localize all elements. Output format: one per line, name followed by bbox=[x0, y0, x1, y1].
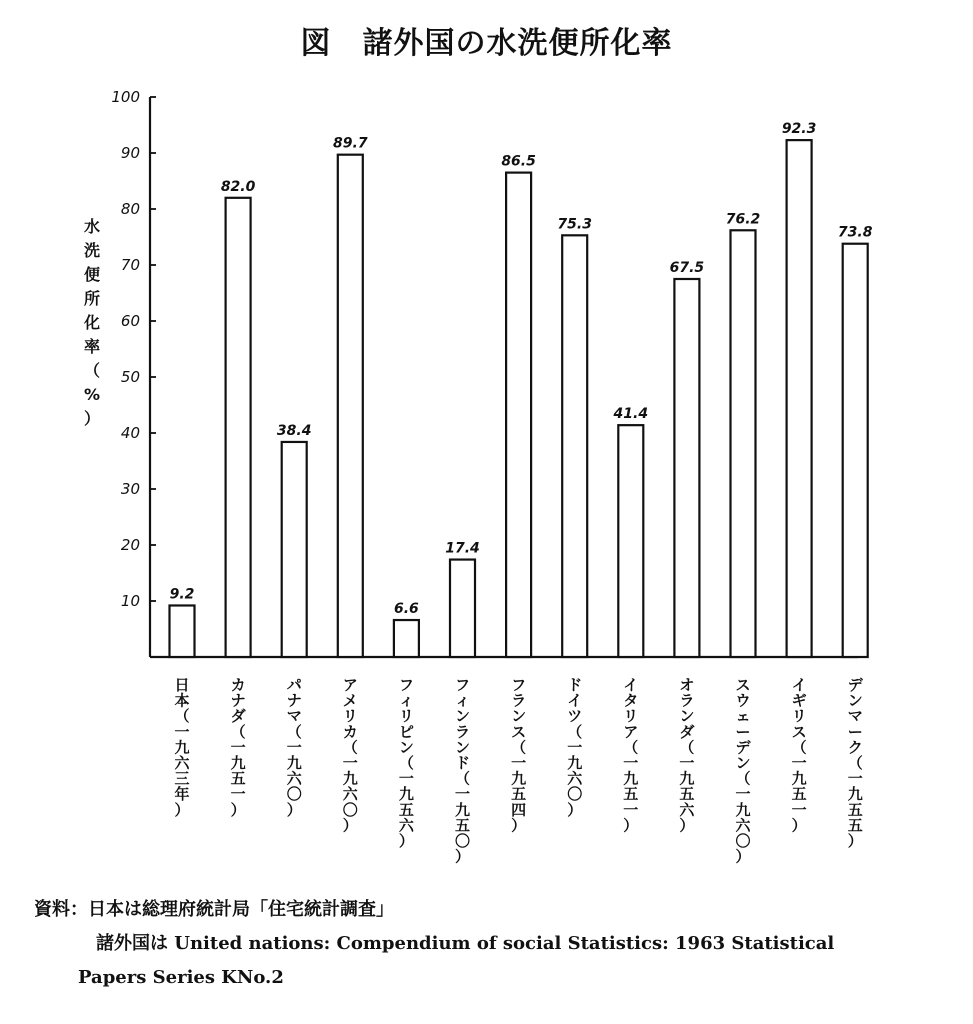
category-label: フィリピン（一九五六） bbox=[398, 676, 414, 850]
value-label: 17.4 bbox=[445, 540, 480, 557]
category-label: カナダ（一九五一） bbox=[230, 676, 246, 819]
category-label: アメリカ（一九六〇） bbox=[342, 676, 358, 835]
y-axis-label bbox=[83, 217, 100, 428]
bar bbox=[731, 230, 756, 657]
source-note bbox=[34, 893, 954, 995]
y-tick-label: 20 bbox=[120, 536, 140, 554]
source-line: 資料：日本は総理府統計局「住宅統計調査」 bbox=[34, 899, 394, 920]
bar bbox=[674, 279, 699, 657]
y-tick-label: 60 bbox=[120, 312, 140, 330]
bar bbox=[394, 620, 419, 657]
chart-title: 図 諸外国の水洗便所化率 bbox=[300, 26, 673, 61]
y-tick-label: 30 bbox=[120, 480, 140, 498]
bar bbox=[170, 605, 195, 657]
category-label: オランダ（一九五六） bbox=[679, 676, 695, 835]
category-label: フィンランド（一九五〇） bbox=[454, 676, 471, 866]
value-label: 73.8 bbox=[837, 224, 873, 241]
bars bbox=[170, 140, 868, 657]
source-line: Papers Series KNo.2 bbox=[78, 967, 284, 988]
category-label: パナマ（一九六〇） bbox=[286, 676, 302, 819]
y-tick-label: 70 bbox=[120, 256, 140, 274]
value-label: 92.3 bbox=[781, 121, 817, 138]
value-label: 9.2 bbox=[169, 586, 195, 603]
category-label: ドイツ（一九六〇） bbox=[567, 676, 583, 819]
value-label: 76.2 bbox=[725, 211, 761, 228]
category-label: スウェーデン（一九六〇） bbox=[735, 676, 751, 866]
y-tick-label: 100 bbox=[111, 88, 140, 106]
value-label: 6.6 bbox=[393, 601, 419, 618]
category-label: イタリア（一九五一） bbox=[623, 676, 639, 835]
bar bbox=[843, 244, 868, 657]
y-tick-label: 90 bbox=[120, 144, 140, 162]
bar bbox=[338, 155, 363, 657]
value-label: 41.4 bbox=[613, 406, 649, 423]
bar bbox=[226, 198, 251, 657]
value-label: 89.7 bbox=[333, 135, 368, 152]
category-label: イギリス（一九五一） bbox=[791, 676, 807, 835]
category-label: フランス（一九五四） bbox=[511, 676, 527, 835]
bar bbox=[506, 173, 531, 657]
value-label: 75.3 bbox=[557, 216, 592, 233]
bar bbox=[562, 235, 587, 657]
value-label: 86.5 bbox=[501, 153, 536, 170]
category-label: 日本（一九六三年） bbox=[174, 676, 190, 819]
bar bbox=[787, 140, 812, 657]
bar bbox=[618, 425, 643, 657]
source-line: 諸外国は United nations: Compendium of social Statistics: 1963 Statistical bbox=[96, 933, 835, 954]
category-labels bbox=[174, 676, 863, 866]
value-label: 38.4 bbox=[276, 422, 312, 439]
value-label: 67.5 bbox=[669, 260, 705, 276]
y-axis-title: 水洗便所化率（%） bbox=[83, 217, 101, 428]
bar bbox=[450, 560, 475, 657]
bar bbox=[282, 442, 307, 657]
y-tick-label: 10 bbox=[120, 592, 140, 610]
y-tick-label: 50 bbox=[120, 368, 140, 386]
value-label: 82.0 bbox=[220, 178, 256, 195]
y-tick-label: 80 bbox=[120, 200, 140, 218]
category-label: デンマーク（一九五五） bbox=[847, 676, 863, 850]
y-tick-label: 40 bbox=[120, 424, 140, 442]
